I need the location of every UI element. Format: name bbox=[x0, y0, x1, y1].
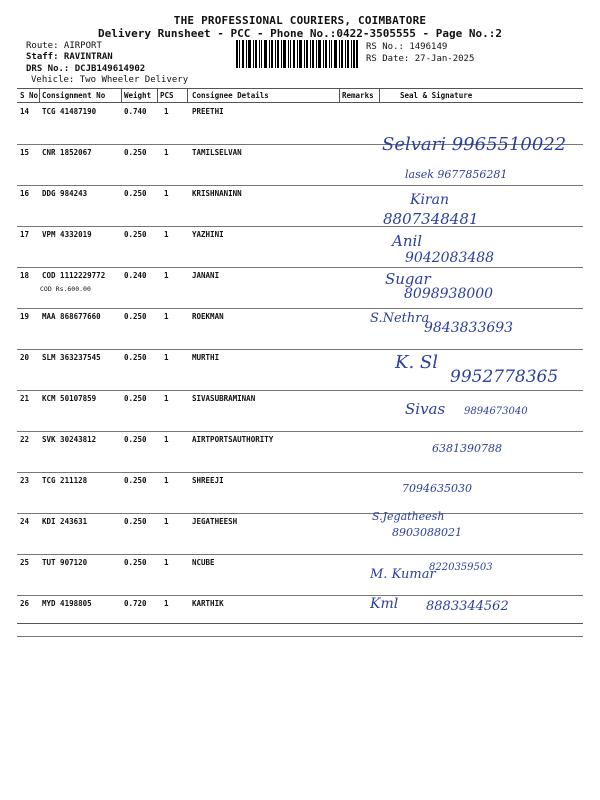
row-consignment: KDI 243631 bbox=[42, 517, 88, 526]
row-pcs: 1 bbox=[164, 189, 169, 198]
table-row bbox=[17, 267, 583, 309]
row-consignment: TCG 41487190 bbox=[42, 107, 97, 116]
row-consignee: NCUBE bbox=[192, 558, 215, 567]
row-sno: 22 bbox=[20, 435, 30, 444]
barcode-icon bbox=[236, 40, 358, 68]
row-consignee: KRISHNANINN bbox=[192, 189, 242, 198]
handwritten-phone: 8220359503 bbox=[429, 562, 493, 573]
table-row bbox=[17, 513, 583, 555]
row-consignee: MURTHI bbox=[192, 353, 220, 362]
company-title: THE PROFESSIONAL COURIERS, COIMBATORE bbox=[173, 14, 427, 27]
row-weight: 0.250 bbox=[124, 476, 147, 485]
row-pcs: 1 bbox=[164, 148, 169, 157]
col-remarks: Remarks bbox=[342, 91, 374, 100]
col-consignee: Consignee Details bbox=[192, 91, 269, 100]
row-pcs: 1 bbox=[164, 558, 169, 567]
row-consignment: MYD 4198805 bbox=[42, 599, 92, 608]
table-row bbox=[17, 472, 583, 514]
signature-scribble: Kiran bbox=[410, 192, 449, 208]
table-header bbox=[17, 89, 583, 103]
row-consignment: SLM 363237545 bbox=[42, 353, 101, 362]
row-weight: 0.740 bbox=[124, 107, 147, 116]
row-consignee: JEGATHEESH bbox=[192, 517, 238, 526]
row-sno: 25 bbox=[20, 558, 30, 567]
row-consignment: MAA 868677660 bbox=[42, 312, 101, 321]
vehicle-label: Vehicle: Two Wheeler Delivery bbox=[31, 75, 189, 85]
handwritten-phone: 9894673040 bbox=[464, 406, 528, 417]
table-row bbox=[17, 185, 583, 227]
rs-number: RS No.: 1496149 bbox=[366, 42, 448, 52]
row-sno: 15 bbox=[20, 148, 30, 157]
row-cod-amount: COD Rs.600.00 bbox=[40, 285, 91, 293]
table-row bbox=[17, 226, 583, 268]
row-pcs: 1 bbox=[164, 435, 169, 444]
row-consignment: VPM 4332019 bbox=[42, 230, 92, 239]
row-pcs: 1 bbox=[164, 476, 169, 485]
row-sno: 20 bbox=[20, 353, 30, 362]
table-row bbox=[17, 308, 583, 350]
col-consignment: Consignment No bbox=[42, 91, 106, 100]
row-consignee: SHREEJI bbox=[192, 476, 224, 485]
handwritten-phone: 9843833693 bbox=[424, 320, 514, 336]
table-row bbox=[17, 390, 583, 432]
table-row bbox=[17, 349, 583, 391]
row-weight: 0.250 bbox=[124, 435, 147, 444]
table-row bbox=[17, 554, 583, 596]
row-pcs: 1 bbox=[164, 312, 169, 321]
handwritten-phone: 8883344562 bbox=[426, 599, 509, 614]
row-weight: 0.240 bbox=[124, 271, 147, 280]
row-pcs: 1 bbox=[164, 394, 169, 403]
col-pcs: PCS bbox=[160, 91, 174, 100]
row-pcs: 1 bbox=[164, 517, 169, 526]
row-sno: 18 bbox=[20, 271, 30, 280]
row-pcs: 1 bbox=[164, 230, 169, 239]
signature-scribble: Selvari 9965510022 bbox=[382, 134, 567, 155]
row-consignment: CNR 1852067 bbox=[42, 148, 92, 157]
row-sno: 23 bbox=[20, 476, 30, 485]
handwritten-phone: 6381390788 bbox=[432, 442, 502, 455]
row-weight: 0.250 bbox=[124, 353, 147, 362]
row-consignee: JANANI bbox=[192, 271, 220, 280]
row-weight: 0.250 bbox=[124, 230, 147, 239]
signature-scribble: K. Sl bbox=[395, 352, 438, 373]
row-consignee: PREETHI bbox=[192, 107, 224, 116]
row-pcs: 1 bbox=[164, 271, 169, 280]
row-consignee: AIRTPORTSAUTHORITY bbox=[192, 435, 274, 444]
row-pcs: 1 bbox=[164, 107, 169, 116]
signature-scribble: Anil bbox=[392, 232, 423, 250]
signature-scribble: S.Jegatheesh bbox=[372, 510, 445, 523]
handwritten-phone: 8098938000 bbox=[404, 286, 494, 302]
row-pcs: 1 bbox=[164, 599, 169, 608]
row-sno: 19 bbox=[20, 312, 30, 321]
row-consignment: SVK 30243812 bbox=[42, 435, 97, 444]
row-weight: 0.250 bbox=[124, 394, 147, 403]
row-consignee: KARTHIK bbox=[192, 599, 224, 608]
row-weight: 0.250 bbox=[124, 189, 147, 198]
row-consignment: DDG 984243 bbox=[42, 189, 88, 198]
table-row bbox=[17, 431, 583, 473]
row-consignee: SIVASUBRAMINAN bbox=[192, 394, 256, 403]
rs-date: RS Date: 27-Jan-2025 bbox=[366, 54, 475, 64]
handwritten-phone: 8807348481 bbox=[383, 210, 479, 228]
handwritten-phone: 8903088021 bbox=[392, 526, 462, 539]
signature-scribble: Sivas bbox=[405, 400, 446, 418]
row-weight: 0.250 bbox=[124, 312, 147, 321]
col-sno: S No bbox=[20, 91, 39, 100]
row-consignment: KCM 50107859 bbox=[42, 394, 97, 403]
row-weight: 0.250 bbox=[124, 517, 147, 526]
row-sno: 24 bbox=[20, 517, 30, 526]
runsheet-table bbox=[17, 88, 583, 624]
table-row bbox=[17, 144, 583, 186]
handwritten-phone: 9042083488 bbox=[405, 250, 495, 266]
handwritten-phone: 7094635030 bbox=[402, 482, 472, 495]
signature-scribble: Sugar bbox=[385, 270, 431, 288]
row-sno: 14 bbox=[20, 107, 30, 116]
drs-number: DRS No.: DCJB149614902 bbox=[26, 64, 146, 74]
handwritten-phone: lasek 9677856281 bbox=[405, 168, 508, 181]
row-consignee: TAMILSELVAN bbox=[192, 148, 242, 157]
row-weight: 0.720 bbox=[124, 599, 147, 608]
row-sno: 17 bbox=[20, 230, 30, 239]
row-consignment: COD 1112229772 bbox=[42, 271, 106, 280]
row-sno: 21 bbox=[20, 394, 30, 403]
row-consignee: ROEKMAN bbox=[192, 312, 224, 321]
handwritten-phone: 9952778365 bbox=[450, 367, 559, 387]
row-sno: 26 bbox=[20, 599, 30, 608]
table-row bbox=[17, 595, 583, 637]
route-label: Route: AIRPORT bbox=[26, 41, 102, 51]
signature-scribble: Kml bbox=[370, 596, 399, 612]
row-pcs: 1 bbox=[164, 353, 169, 362]
row-weight: 0.250 bbox=[124, 148, 147, 157]
signature-scribble: S.Nethra bbox=[370, 311, 430, 326]
col-seal: Seal & Signature bbox=[400, 91, 473, 100]
row-consignment: TCG 211128 bbox=[42, 476, 88, 485]
table-row bbox=[17, 103, 583, 145]
row-consignment: TUT 907120 bbox=[42, 558, 88, 567]
row-consignee: YAZHINI bbox=[192, 230, 224, 239]
runsheet-title: Delivery Runsheet - PCC - Phone No.:0422-3505555 - Page No.:2 bbox=[98, 27, 502, 40]
row-sno: 16 bbox=[20, 189, 30, 198]
col-weight: Weight bbox=[124, 91, 152, 100]
signature-scribble: M. Kumar bbox=[370, 567, 436, 582]
staff-label: Staff: RAVINTRAN bbox=[26, 52, 113, 62]
row-weight: 0.250 bbox=[124, 558, 147, 567]
